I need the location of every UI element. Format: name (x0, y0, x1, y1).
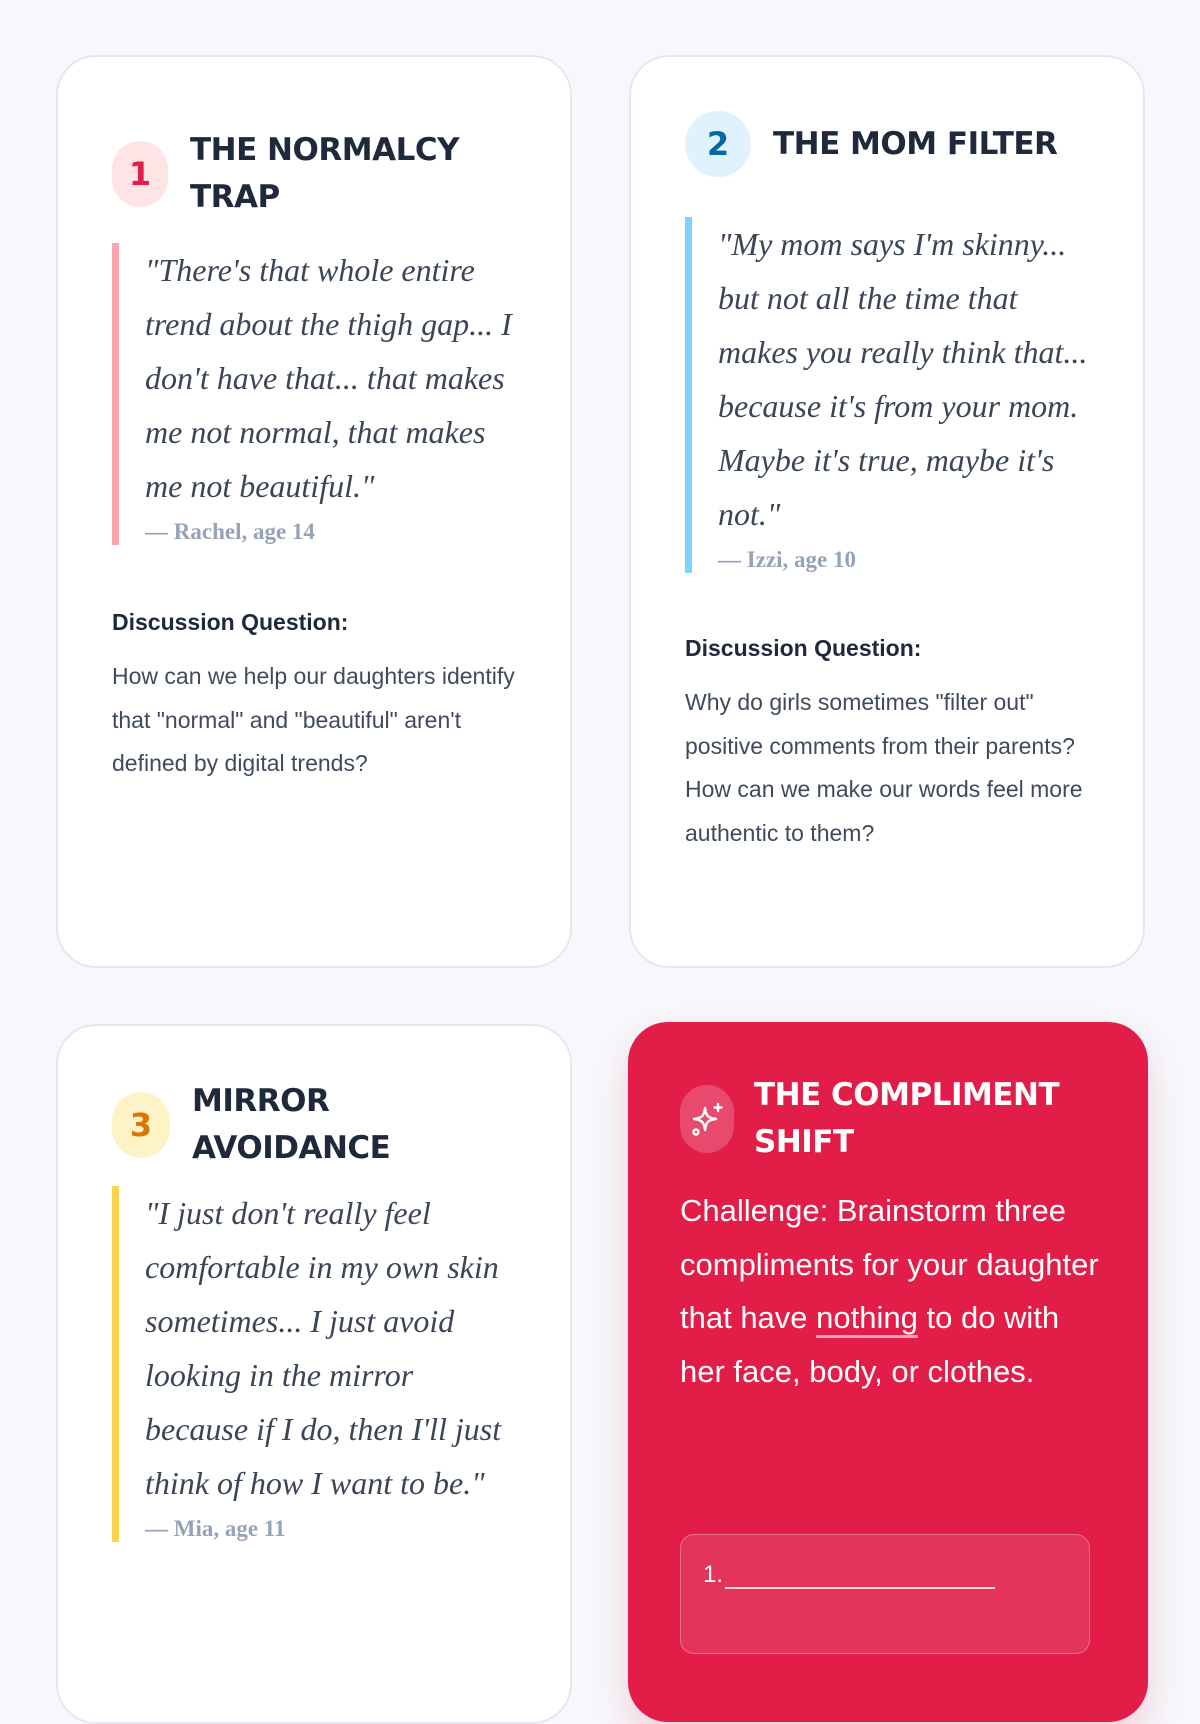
answer-blank-line[interactable] (725, 1561, 995, 1589)
card-header (112, 127, 490, 221)
story-card-mom-filter (629, 55, 1145, 968)
number-badge: 1 (112, 141, 168, 207)
discussion-question-label: Discussion Question: (685, 635, 922, 661)
quote-text: "I just don't really feel comfortable in my own skin sometimes... I just avoid looking in the mirror because if I do, then I'll just think of how I want to be." (145, 1195, 502, 1501)
card-title: THE MOM FILTER (773, 125, 1058, 162)
card-title: THE COMPLIMENT SHIFT (754, 1077, 1060, 1160)
story-card-normalcy-trap (56, 55, 572, 968)
sparkle-icon (687, 1099, 727, 1139)
quote-author: — Izzi, age 10 (718, 547, 856, 572)
card-title: THE NORMALCY TRAP (190, 132, 460, 215)
quote-block (112, 243, 524, 545)
compliment-challenge-card (628, 1022, 1148, 1722)
emphasis-word: nothing (816, 1300, 918, 1335)
number-badge: 2 (685, 111, 751, 177)
story-card-mirror-avoidance (56, 1024, 572, 1724)
card-header (112, 1078, 452, 1172)
quote-block (685, 217, 1097, 573)
card-header (685, 111, 1093, 177)
answer-number: 1. (703, 1561, 724, 1588)
discussion-question-label: Discussion Question: (112, 609, 349, 635)
discussion-question-text: Why do girls sometimes "filter out" positive comments from their parents? How can we make our words feel more authentic to them? (685, 689, 1083, 846)
compliment-answer-field-1[interactable] (680, 1534, 1090, 1654)
number-badge: 3 (112, 1092, 170, 1158)
quote-author: — Rachel, age 14 (145, 519, 315, 544)
discussion-question-text: How can we help our daughters identify that "normal" and "beautiful" aren't defined by digital trends? (112, 663, 515, 776)
card-title: MIRROR AVOIDANCE (192, 1083, 391, 1166)
quote-author: — Mia, age 11 (145, 1516, 286, 1541)
challenge-text: Challenge: Brainstorm three compliments for your daughter that have nothing to do with her face, body, or clothes. (680, 1193, 1099, 1389)
quote-text: "There's that whole entire trend about the thigh gap... I don't have that... that makes me not normal, that makes me not beautiful." (145, 252, 512, 504)
quote-block (112, 1186, 524, 1542)
card-header (680, 1072, 1094, 1166)
quote-text: "My mom says I'm skinny... but not all the time that makes you really think that... because it's from your mom. Maybe it's true, maybe it's not." (718, 226, 1088, 532)
sparkle-badge (680, 1085, 734, 1153)
